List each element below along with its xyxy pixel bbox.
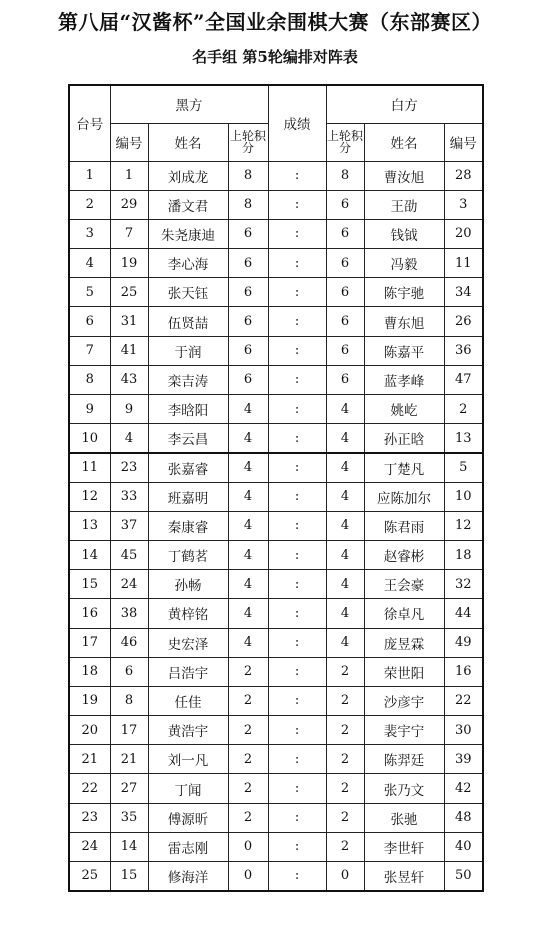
document-subtitle: 名手组 第5轮编排对阵表 bbox=[192, 48, 358, 66]
cell-table-no: 8 bbox=[69, 365, 110, 394]
cell-black-prev-points: 4 bbox=[228, 395, 268, 424]
table-row bbox=[69, 570, 483, 599]
cell-table-no: 10 bbox=[69, 424, 110, 453]
cell-result: : bbox=[268, 745, 326, 774]
cell-white-name: 应陈加尔 bbox=[364, 482, 444, 511]
cell-white-number: 28 bbox=[444, 161, 483, 190]
cell-black-name: 秦康睿 bbox=[148, 511, 228, 540]
cell-white-prev-points: 6 bbox=[326, 307, 364, 336]
cell-black-prev-points: 2 bbox=[228, 716, 268, 745]
cell-black-number: 46 bbox=[110, 628, 148, 657]
cell-black-name: 潘文君 bbox=[148, 190, 228, 219]
cell-result: : bbox=[268, 219, 326, 248]
cell-black-name: 丁鹤茗 bbox=[148, 540, 228, 569]
cell-white-prev-points: 4 bbox=[326, 570, 364, 599]
cell-table-no: 24 bbox=[69, 832, 110, 861]
cell-white-number: 20 bbox=[444, 219, 483, 248]
cell-white-name: 陈君雨 bbox=[364, 511, 444, 540]
cell-black-prev-points: 4 bbox=[228, 511, 268, 540]
cell-black-number: 29 bbox=[110, 190, 148, 219]
cell-black-name: 修海洋 bbox=[148, 862, 228, 891]
cell-white-name: 张驰 bbox=[364, 803, 444, 832]
cell-black-prev-points: 6 bbox=[228, 365, 268, 394]
cell-black-name: 栾吉涛 bbox=[148, 365, 228, 394]
table-row bbox=[69, 803, 483, 832]
cell-table-no: 11 bbox=[69, 453, 110, 482]
cell-white-name: 陈羿廷 bbox=[364, 745, 444, 774]
cell-white-number: 39 bbox=[444, 745, 483, 774]
cell-black-prev-points: 6 bbox=[228, 307, 268, 336]
cell-black-name: 黄浩宇 bbox=[148, 716, 228, 745]
cell-white-number: 42 bbox=[444, 774, 483, 803]
cell-result: : bbox=[268, 540, 326, 569]
cell-white-prev-points: 6 bbox=[326, 249, 364, 278]
cell-white-prev-points: 4 bbox=[326, 453, 364, 482]
cell-result: : bbox=[268, 599, 326, 628]
header-white: 白方 bbox=[326, 85, 483, 123]
cell-white-name: 赵睿彬 bbox=[364, 540, 444, 569]
cell-table-no: 1 bbox=[69, 161, 110, 190]
cell-black-prev-points: 4 bbox=[228, 482, 268, 511]
header-table-no: 台号 bbox=[69, 85, 110, 161]
cell-black-number: 25 bbox=[110, 278, 148, 307]
cell-result: : bbox=[268, 161, 326, 190]
cell-black-prev-points: 4 bbox=[228, 599, 268, 628]
cell-table-no: 17 bbox=[69, 628, 110, 657]
cell-black-name: 史宏泽 bbox=[148, 628, 228, 657]
cell-white-number: 48 bbox=[444, 803, 483, 832]
cell-black-prev-points: 6 bbox=[228, 336, 268, 365]
cell-black-prev-points: 2 bbox=[228, 657, 268, 686]
table-row bbox=[69, 686, 483, 715]
cell-table-no: 22 bbox=[69, 774, 110, 803]
cell-black-name: 李云昌 bbox=[148, 424, 228, 453]
cell-white-name: 蓝孝峰 bbox=[364, 365, 444, 394]
cell-white-prev-points: 6 bbox=[326, 278, 364, 307]
cell-white-number: 34 bbox=[444, 278, 483, 307]
table-row bbox=[69, 716, 483, 745]
cell-table-no: 2 bbox=[69, 190, 110, 219]
cell-result: : bbox=[268, 453, 326, 482]
cell-white-number: 5 bbox=[444, 453, 483, 482]
cell-table-no: 7 bbox=[69, 336, 110, 365]
cell-white-prev-points: 0 bbox=[326, 862, 364, 891]
pairing-table bbox=[68, 84, 484, 892]
table-row bbox=[69, 249, 483, 278]
cell-table-no: 9 bbox=[69, 395, 110, 424]
table-row bbox=[69, 628, 483, 657]
cell-black-prev-points: 8 bbox=[228, 190, 268, 219]
cell-white-number: 3 bbox=[444, 190, 483, 219]
cell-white-prev-points: 2 bbox=[326, 657, 364, 686]
cell-white-name: 陈宇驰 bbox=[364, 278, 444, 307]
cell-black-number: 19 bbox=[110, 249, 148, 278]
header-white-number: 编号 bbox=[444, 123, 483, 161]
cell-white-name: 徐卓凡 bbox=[364, 599, 444, 628]
cell-result: : bbox=[268, 628, 326, 657]
cell-black-number: 8 bbox=[110, 686, 148, 715]
cell-black-name: 傅源昕 bbox=[148, 803, 228, 832]
cell-white-name: 冯毅 bbox=[364, 249, 444, 278]
cell-table-no: 5 bbox=[69, 278, 110, 307]
cell-white-name: 裴宇宁 bbox=[364, 716, 444, 745]
table-row bbox=[69, 365, 483, 394]
cell-white-prev-points: 2 bbox=[326, 803, 364, 832]
cell-white-prev-points: 2 bbox=[326, 716, 364, 745]
cell-result: : bbox=[268, 570, 326, 599]
cell-white-number: 26 bbox=[444, 307, 483, 336]
cell-black-number: 33 bbox=[110, 482, 148, 511]
cell-black-number: 35 bbox=[110, 803, 148, 832]
cell-black-name: 丁闻 bbox=[148, 774, 228, 803]
cell-white-number: 16 bbox=[444, 657, 483, 686]
table-row bbox=[69, 540, 483, 569]
cell-white-name: 荣世阳 bbox=[364, 657, 444, 686]
header-black-name: 姓名 bbox=[148, 123, 228, 161]
cell-black-prev-points: 0 bbox=[228, 832, 268, 861]
cell-white-number: 10 bbox=[444, 482, 483, 511]
cell-black-number: 21 bbox=[110, 745, 148, 774]
cell-table-no: 23 bbox=[69, 803, 110, 832]
cell-black-number: 15 bbox=[110, 862, 148, 891]
cell-white-name: 沙彦宇 bbox=[364, 686, 444, 715]
table-row bbox=[69, 862, 483, 891]
cell-black-name: 张嘉睿 bbox=[148, 453, 228, 482]
cell-white-number: 32 bbox=[444, 570, 483, 599]
cell-table-no: 16 bbox=[69, 599, 110, 628]
cell-white-name: 曹东旭 bbox=[364, 307, 444, 336]
cell-white-prev-points: 2 bbox=[326, 745, 364, 774]
cell-white-prev-points: 4 bbox=[326, 599, 364, 628]
cell-white-prev-points: 4 bbox=[326, 628, 364, 657]
cell-white-name: 钱钺 bbox=[364, 219, 444, 248]
cell-black-name: 雷志刚 bbox=[148, 832, 228, 861]
cell-black-number: 4 bbox=[110, 424, 148, 453]
cell-black-name: 任佳 bbox=[148, 686, 228, 715]
cell-black-name: 伍贤喆 bbox=[148, 307, 228, 336]
cell-white-name: 孙正晗 bbox=[364, 424, 444, 453]
cell-result: : bbox=[268, 774, 326, 803]
cell-result: : bbox=[268, 716, 326, 745]
cell-table-no: 25 bbox=[69, 862, 110, 891]
table-row bbox=[69, 482, 483, 511]
cell-black-prev-points: 4 bbox=[228, 540, 268, 569]
cell-white-name: 张昱轩 bbox=[364, 862, 444, 891]
cell-white-number: 49 bbox=[444, 628, 483, 657]
cell-white-number: 30 bbox=[444, 716, 483, 745]
cell-black-prev-points: 6 bbox=[228, 278, 268, 307]
cell-black-prev-points: 6 bbox=[228, 219, 268, 248]
cell-black-name: 张天钰 bbox=[148, 278, 228, 307]
cell-black-number: 1 bbox=[110, 161, 148, 190]
cell-white-number: 47 bbox=[444, 365, 483, 394]
cell-white-prev-points: 6 bbox=[326, 365, 364, 394]
cell-white-prev-points: 8 bbox=[326, 161, 364, 190]
cell-result: : bbox=[268, 307, 326, 336]
cell-black-number: 17 bbox=[110, 716, 148, 745]
cell-white-prev-points: 2 bbox=[326, 832, 364, 861]
table-row bbox=[69, 219, 483, 248]
cell-result: : bbox=[268, 278, 326, 307]
cell-black-prev-points: 2 bbox=[228, 803, 268, 832]
cell-white-name: 王会豪 bbox=[364, 570, 444, 599]
cell-table-no: 4 bbox=[69, 249, 110, 278]
cell-result: : bbox=[268, 657, 326, 686]
cell-black-number: 14 bbox=[110, 832, 148, 861]
cell-black-prev-points: 4 bbox=[228, 570, 268, 599]
cell-result: : bbox=[268, 482, 326, 511]
cell-table-no: 18 bbox=[69, 657, 110, 686]
cell-white-name: 陈嘉平 bbox=[364, 336, 444, 365]
cell-table-no: 13 bbox=[69, 511, 110, 540]
cell-result: : bbox=[268, 365, 326, 394]
cell-white-number: 2 bbox=[444, 395, 483, 424]
cell-black-number: 38 bbox=[110, 599, 148, 628]
header-white-name: 姓名 bbox=[364, 123, 444, 161]
cell-white-name: 曹汝旭 bbox=[364, 161, 444, 190]
cell-white-prev-points: 6 bbox=[326, 219, 364, 248]
cell-result: : bbox=[268, 511, 326, 540]
cell-white-name: 丁楚凡 bbox=[364, 453, 444, 482]
table-row bbox=[69, 395, 483, 424]
cell-white-prev-points: 2 bbox=[326, 686, 364, 715]
cell-result: : bbox=[268, 249, 326, 278]
cell-black-prev-points: 8 bbox=[228, 161, 268, 190]
cell-white-prev-points: 6 bbox=[326, 336, 364, 365]
table-row bbox=[69, 453, 483, 482]
cell-black-number: 24 bbox=[110, 570, 148, 599]
cell-table-no: 3 bbox=[69, 219, 110, 248]
cell-black-name: 李心海 bbox=[148, 249, 228, 278]
cell-white-prev-points: 4 bbox=[326, 424, 364, 453]
header-white-prev-points: 上轮积分 bbox=[326, 123, 364, 161]
cell-table-no: 6 bbox=[69, 307, 110, 336]
cell-result: : bbox=[268, 424, 326, 453]
table-row bbox=[69, 161, 483, 190]
cell-white-prev-points: 4 bbox=[326, 511, 364, 540]
cell-black-name: 黄梓铭 bbox=[148, 599, 228, 628]
table-row bbox=[69, 832, 483, 861]
cell-white-prev-points: 6 bbox=[326, 190, 364, 219]
cell-white-name: 姚屹 bbox=[364, 395, 444, 424]
cell-white-name: 张乃文 bbox=[364, 774, 444, 803]
table-row bbox=[69, 599, 483, 628]
cell-black-name: 刘一凡 bbox=[148, 745, 228, 774]
cell-black-number: 43 bbox=[110, 365, 148, 394]
header-result: 成绩 bbox=[268, 85, 326, 161]
header-black-prev-points: 上轮积分 bbox=[228, 123, 268, 161]
cell-black-prev-points: 2 bbox=[228, 745, 268, 774]
table-row bbox=[69, 307, 483, 336]
cell-result: : bbox=[268, 803, 326, 832]
cell-white-number: 44 bbox=[444, 599, 483, 628]
cell-white-name: 庞昱霖 bbox=[364, 628, 444, 657]
table-row bbox=[69, 745, 483, 774]
table-row bbox=[69, 511, 483, 540]
cell-black-number: 9 bbox=[110, 395, 148, 424]
cell-white-number: 13 bbox=[444, 424, 483, 453]
cell-black-name: 刘成龙 bbox=[148, 161, 228, 190]
table-row bbox=[69, 657, 483, 686]
cell-white-number: 18 bbox=[444, 540, 483, 569]
cell-black-prev-points: 4 bbox=[228, 628, 268, 657]
cell-white-number: 36 bbox=[444, 336, 483, 365]
cell-black-prev-points: 6 bbox=[228, 249, 268, 278]
cell-result: : bbox=[268, 395, 326, 424]
cell-black-name: 吕浩宇 bbox=[148, 657, 228, 686]
cell-black-name: 李晗阳 bbox=[148, 395, 228, 424]
cell-black-name: 孙畅 bbox=[148, 570, 228, 599]
cell-white-number: 40 bbox=[444, 832, 483, 861]
header-black: 黑方 bbox=[110, 85, 268, 123]
cell-black-prev-points: 4 bbox=[228, 424, 268, 453]
table-row bbox=[69, 424, 483, 453]
cell-black-name: 朱尧康迪 bbox=[148, 219, 228, 248]
cell-result: : bbox=[268, 832, 326, 861]
cell-white-prev-points: 4 bbox=[326, 540, 364, 569]
table-row bbox=[69, 190, 483, 219]
cell-result: : bbox=[268, 190, 326, 219]
cell-white-number: 50 bbox=[444, 862, 483, 891]
cell-black-prev-points: 4 bbox=[228, 453, 268, 482]
cell-table-no: 14 bbox=[69, 540, 110, 569]
cell-black-number: 23 bbox=[110, 453, 148, 482]
cell-result: : bbox=[268, 686, 326, 715]
cell-white-prev-points: 2 bbox=[326, 774, 364, 803]
cell-black-prev-points: 2 bbox=[228, 774, 268, 803]
cell-black-prev-points: 0 bbox=[228, 862, 268, 891]
pairing-rows bbox=[69, 161, 483, 891]
cell-white-number: 22 bbox=[444, 686, 483, 715]
header-row-top bbox=[69, 85, 483, 123]
cell-black-number: 41 bbox=[110, 336, 148, 365]
cell-black-number: 7 bbox=[110, 219, 148, 248]
cell-table-no: 19 bbox=[69, 686, 110, 715]
table-row bbox=[69, 774, 483, 803]
table-row bbox=[69, 336, 483, 365]
cell-black-number: 31 bbox=[110, 307, 148, 336]
cell-black-prev-points: 2 bbox=[228, 686, 268, 715]
cell-white-number: 11 bbox=[444, 249, 483, 278]
document-title: 第八届“汉酱杯”全国业余围棋大赛（东部赛区） bbox=[57, 10, 492, 34]
cell-white-name: 李世轩 bbox=[364, 832, 444, 861]
cell-table-no: 21 bbox=[69, 745, 110, 774]
cell-result: : bbox=[268, 862, 326, 891]
cell-black-number: 6 bbox=[110, 657, 148, 686]
table-row bbox=[69, 278, 483, 307]
cell-black-number: 27 bbox=[110, 774, 148, 803]
cell-black-number: 45 bbox=[110, 540, 148, 569]
cell-black-name: 班嘉明 bbox=[148, 482, 228, 511]
cell-black-number: 37 bbox=[110, 511, 148, 540]
cell-result: : bbox=[268, 336, 326, 365]
cell-white-name: 王劭 bbox=[364, 190, 444, 219]
header-black-number: 编号 bbox=[110, 123, 148, 161]
cell-black-name: 于润 bbox=[148, 336, 228, 365]
cell-white-prev-points: 4 bbox=[326, 395, 364, 424]
cell-table-no: 20 bbox=[69, 716, 110, 745]
cell-table-no: 12 bbox=[69, 482, 110, 511]
cell-white-prev-points: 4 bbox=[326, 482, 364, 511]
cell-table-no: 15 bbox=[69, 570, 110, 599]
cell-white-number: 12 bbox=[444, 511, 483, 540]
